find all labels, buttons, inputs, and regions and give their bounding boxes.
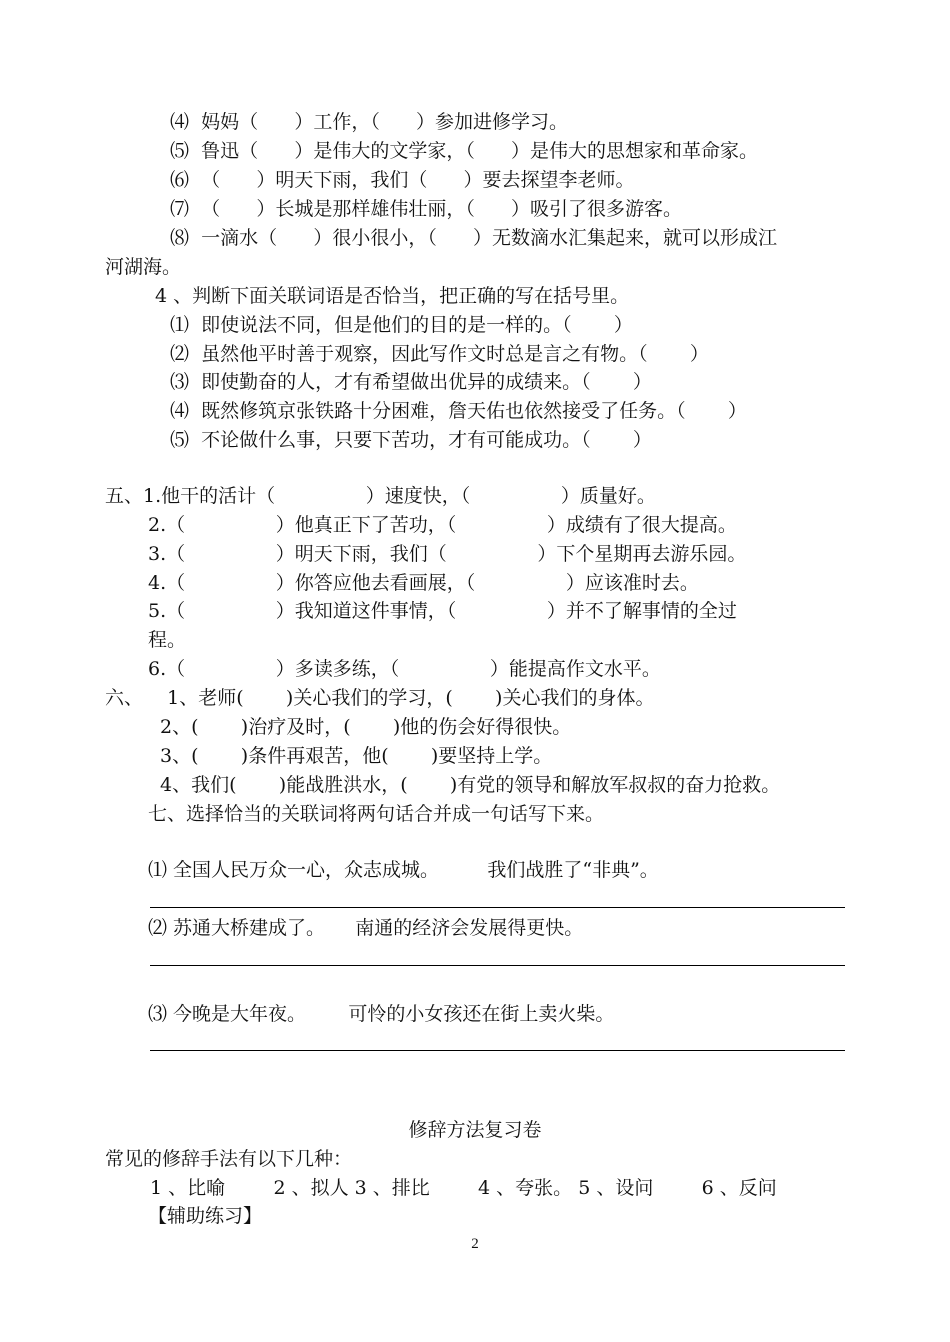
q4-item-5: ⑸ 不论做什么事，只要下苦功，才有可能成功。（ ） xyxy=(170,429,652,451)
q3-item-5: ⑸ 鲁迅（ ）是伟大的文学家，（ ）是伟大的思想家和革命家。 xyxy=(170,140,759,162)
q3-item-7: ⑺ （ ）长城是那样雄伟壮丽，（ ）吸引了很多游客。 xyxy=(170,198,683,220)
answer-line-2 xyxy=(150,965,845,966)
q4-item-4: ⑷ 既然修筑京张铁路十分困难，詹天佑也依然接受了任务。（ ） xyxy=(170,400,747,422)
rhetoric-list: 1 、比喻 2 、拟人 3 、排比 4 、夸张。 5 、设问 6 、反问 xyxy=(150,1177,777,1199)
section5-item-2: 2.（ ）他真正下了苦功，（ ）成绩有了很大提高。 xyxy=(148,514,737,536)
section5-item-3: 3.（ ）明天下雨，我们（ ）下个星期再去游乐园。 xyxy=(148,543,747,565)
section6-item-3: 3、( )条件再艰苦，他( )要坚持上学。 xyxy=(160,745,553,767)
rhetoric-title: 修辞方法复习卷 xyxy=(408,1119,542,1141)
section7-item-1: ⑴ 全国人民万众一心，众志成城。 我们战胜了“非典”。 xyxy=(148,859,659,881)
section5-item-5-continued: 程。 xyxy=(148,629,187,651)
section5-item-4: 4.（ ）你答应他去看画展，（ ）应该准时去。 xyxy=(148,572,699,594)
section7-item-2: ⑵ 苏通大桥建成了。 南通的经济会发展得更快。 xyxy=(148,917,584,939)
answer-line-3 xyxy=(150,1050,845,1051)
practice-label: 【辅助练习】 xyxy=(148,1205,263,1227)
q4-heading: 4 、判断下面关联词语是否恰当，把正确的写在括号里。 xyxy=(155,285,630,307)
page-number: 2 xyxy=(471,1236,479,1252)
section6-item-2: 2、( )治疗及时，( )他的伤会好得很快。 xyxy=(160,716,572,738)
rhetoric-intro: 常见的修辞手法有以下几种： xyxy=(105,1148,353,1170)
section5-item-1: 五、1.他干的活计（ ）速度快，（ ）质量好。 xyxy=(105,485,656,507)
section5-item-6: 6.（ ）多读多练，（ ）能提高作文水平。 xyxy=(148,658,661,680)
q4-item-1: ⑴ 即使说法不同，但是他们的目的是一样的。（ ） xyxy=(170,314,633,336)
q3-item-8-continued: 河湖海。 xyxy=(105,256,182,278)
section5-item-5: 5.（ ）我知道这件事情，（ ）并不了解事情的全过 xyxy=(148,600,737,622)
answer-line-1 xyxy=(150,907,845,908)
section7-item-3: ⑶ 今晚是大年夜。 可怜的小女孩还在街上卖火柴。 xyxy=(148,1003,615,1025)
q4-item-2: ⑵ 虽然他平时善于观察，因此写作文时总是言之有物。（ ） xyxy=(170,343,709,365)
q3-item-6: ⑹ （ ）明天下雨，我们（ ）要去探望李老师。 xyxy=(170,169,635,191)
section6-item-1: 六、 1、老师( )关心我们的学习，( )关心我们的身体。 xyxy=(105,687,655,709)
q4-item-3: ⑶ 即使勤奋的人，才有希望做出优异的成绩来。（ ） xyxy=(170,371,652,393)
section6-item-4: 4、我们( )能战胜洪水，( )有党的领导和解放军叔叔的奋力抢救。 xyxy=(160,774,781,796)
q3-item-4: ⑷ 妈妈（ ）工作，（ ）参加进修学习。 xyxy=(170,111,569,133)
section7-heading: 七、选择恰当的关联词将两句话合并成一句话写下来。 xyxy=(148,803,605,825)
q3-item-8: ⑻ 一滴水（ ）很小很小，（ ）无数滴水汇集起来，就可以形成江 xyxy=(170,227,778,249)
